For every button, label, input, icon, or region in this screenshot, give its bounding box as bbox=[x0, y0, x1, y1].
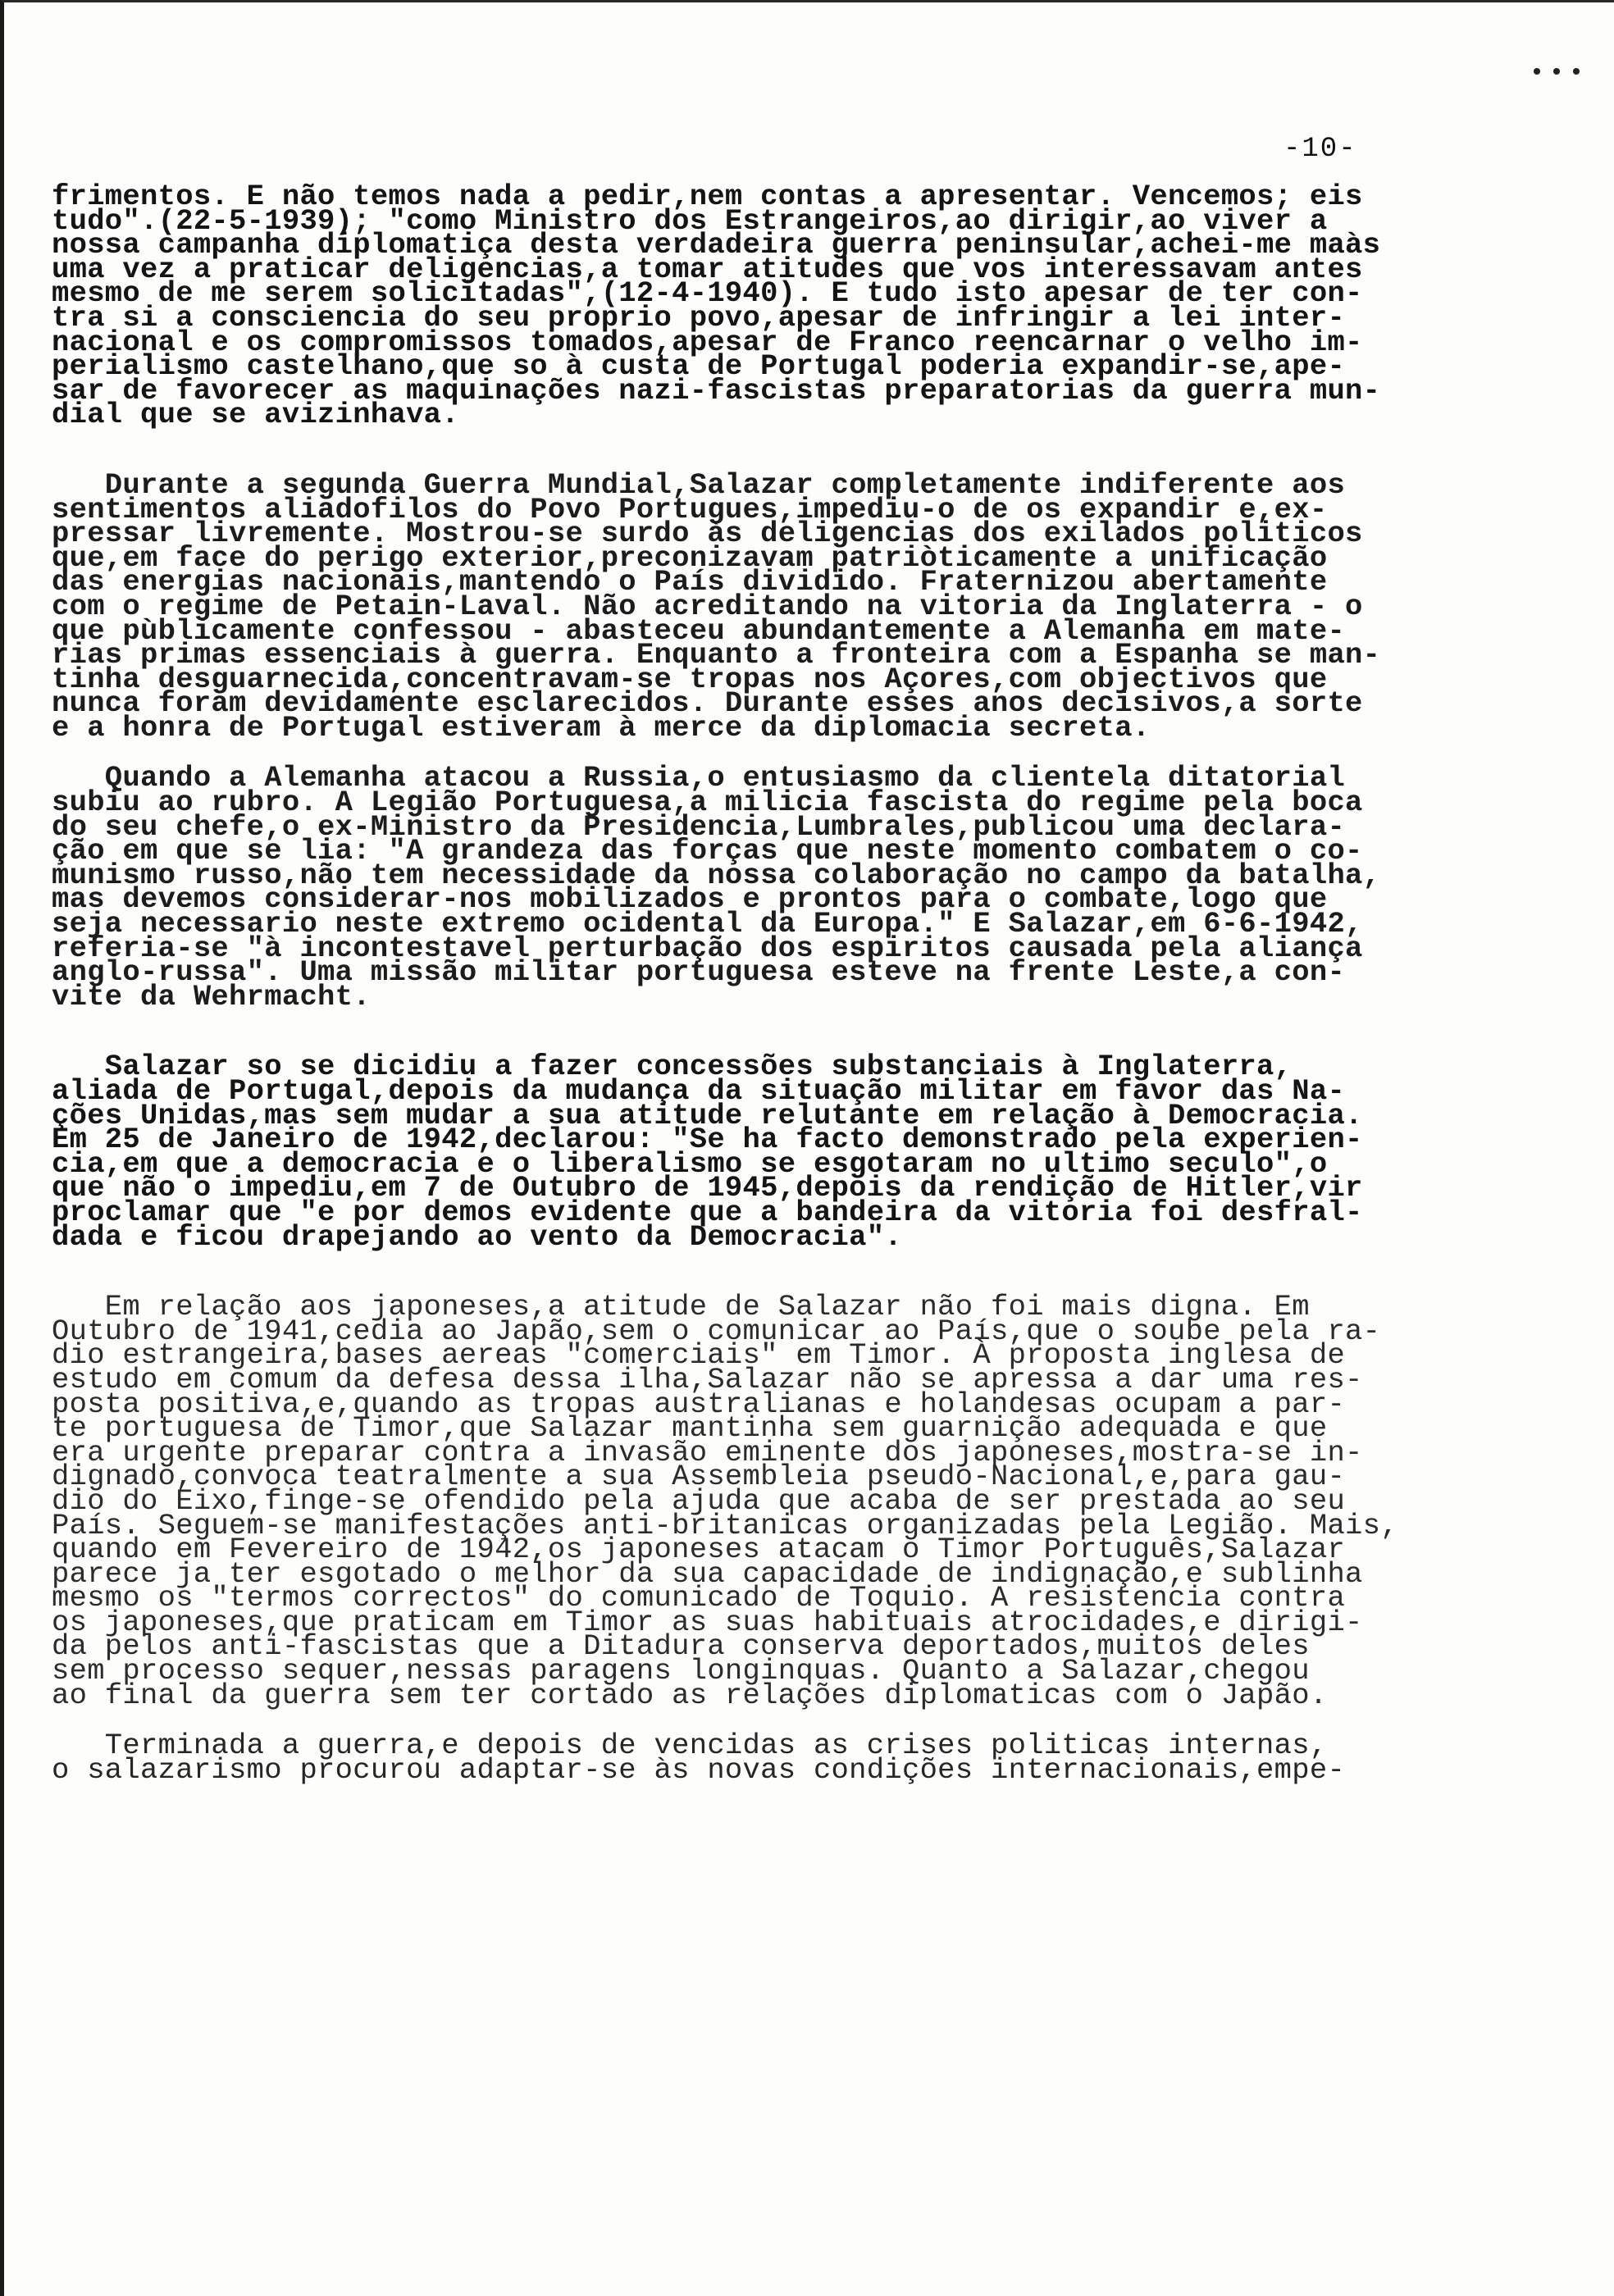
paragraph bbox=[52, 1290, 1602, 1712]
text-line: munismo russo,não tem necessidade da nossa colaboração no campo da batalha, bbox=[52, 858, 1381, 892]
text-line: parece ja ter esgotado o melhor da sua capacidade de indignação,e sublinha bbox=[52, 1556, 1363, 1591]
text-line: tinha desguarnecida,concentravam-se tropas nos Açores,com objectivos que bbox=[52, 662, 1328, 696]
text-line: Outubro de 1941,cedia ao Japão,sem o comunicar ao País,que o soube pela ra- bbox=[52, 1314, 1381, 1348]
text-line: dial que se avizinhava. bbox=[52, 398, 459, 432]
text-line: anglo-russa". Uma missão militar portuguesa esteve na frente Leste,a con- bbox=[52, 955, 1346, 990]
text-line: sar de favorecer as maquinações nazi-fascistas preparatorias da guerra mun- bbox=[52, 373, 1381, 408]
text-line: Em relação aos japoneses,a atitude de Salazar não foi mais digna. Em bbox=[52, 1290, 1310, 1324]
text-line: Quando a Alemanha atacou a Russia,o entusiasmo da clientela ditatorial bbox=[52, 761, 1346, 795]
text-line: da pelos anti-fascistas que a Ditadura conserva deportados,muitos deles bbox=[52, 1629, 1310, 1664]
text-line: mesmo os "termos correctos" do comunicado de Toquio. A resistencia contra bbox=[52, 1581, 1346, 1615]
text-line: quando em Fevereiro de 1942,os japoneses atacam o Timor Português,Salazar bbox=[52, 1533, 1346, 1567]
text-line: nacional e os compromissos tomados,apesar de Franco reencarnar o velho im- bbox=[52, 325, 1363, 359]
text-line: Terminada a guerra,e depois de vencidas as crises politicas internas, bbox=[52, 1729, 1328, 1763]
text-line: do seu chefe,o ex-Ministro da Presidencia,Lumbrales,publicou uma declara- bbox=[52, 809, 1346, 844]
text-line: dio do Eixo,finge-se ofendido pela ajuda que acaba de ser prestada ao seu bbox=[52, 1483, 1346, 1518]
text-line: ção em que se lia: "A grandeza das forças que neste momento combatem o co- bbox=[52, 834, 1363, 868]
text-line: dada e ficou drapejando ao vento da Democracia". bbox=[52, 1219, 902, 1254]
ink-specks: ••• bbox=[1530, 60, 1589, 88]
text-line: subiu ao rubro. A Legião Portuguesa,a milicia fascista do regime pela boca bbox=[52, 786, 1363, 820]
text-line: os japoneses,que praticam em Timor as suas habituais atrocidades,e dirigi- bbox=[52, 1605, 1363, 1639]
text-line: que pùblicamente confessou - abasteceu abundantemente a Alemanha em mate- bbox=[52, 613, 1346, 648]
text-line: perialismo castelhano,que so à custa de Portugal poderia expandir-se,ape- bbox=[52, 349, 1346, 384]
paragraph bbox=[52, 180, 1602, 432]
text-line: com o regime de Petain-Laval. Não acreditando na vitoria da Inglaterra - o bbox=[52, 589, 1363, 623]
text-line: Em 25 de Janeiro de 1942,declarou: "Se ha facto demonstrado pela experien- bbox=[52, 1123, 1363, 1157]
text-line: mas devemos considerar-nos mobilizados e prontos para o combate,logo que bbox=[52, 882, 1328, 917]
text-line: Durante a segunda Guerra Mundial,Salazar completamente indiferente aos bbox=[52, 467, 1346, 502]
text-line: dignado,convoca teatralmente a sua Assembleia pseudo-Nacional,e,para gau- bbox=[52, 1460, 1346, 1494]
text-line: referia-se "à incontestavel perturbação dos espiritos causada pela aliança bbox=[52, 931, 1363, 965]
paragraph bbox=[52, 761, 1602, 1014]
text-line: uma vez a praticar deligencias,a tomar atitudes que vos interessavam antes bbox=[52, 252, 1363, 286]
text-line: Salazar so se dicidiu a fazer concessões substanciais à Inglaterra, bbox=[52, 1050, 1293, 1084]
text-line: o salazarismo procurou adaptar-se às novas condições internacionais,empe- bbox=[52, 1752, 1346, 1787]
page-number: -10- bbox=[1283, 134, 1357, 165]
text-line: dio estrangeira,bases aereas "comerciais" em Timor. À proposta inglesa de bbox=[52, 1338, 1346, 1373]
text-line: pressar livremente. Mostrou-se surdo às deligencias dos exilados politicos bbox=[52, 517, 1363, 551]
body-text bbox=[52, 180, 1602, 1787]
text-line: mesmo de me serem solicitadas",(12-4-1940). E tudo isto apesar de ter con- bbox=[52, 276, 1363, 311]
text-line: rias primas essenciais à guerra. Enquanto a fronteira com a Espanha se man- bbox=[52, 638, 1381, 672]
text-line: estudo em comum da defesa dessa ilha,Salazar não se apressa a dar uma res- bbox=[52, 1362, 1363, 1396]
paragraph bbox=[52, 1050, 1602, 1254]
text-line: posta positiva,e,quando as tropas australianas e holandesas ocupam a par- bbox=[52, 1387, 1346, 1421]
text-line: tra si a consciencia do seu proprio povo,apesar de infringir a lei inter- bbox=[52, 300, 1346, 335]
text-line: sem processo sequer,nessas paragens longinquas. Quanto a Salazar,chegou bbox=[52, 1654, 1310, 1688]
text-line: era urgente preparar contra a invasão eminente dos japoneses,mostra-se in- bbox=[52, 1435, 1363, 1469]
text-line: e a honra de Portugal estiveram à merce da diplomacia secreta. bbox=[52, 710, 1151, 745]
text-line: País. Seguem-se manifestações anti-britanicas organizadas pela Legião. Mais, bbox=[52, 1508, 1398, 1542]
text-line: sentimentos aliadofilos do Povo Portugues,impediu-o de os expandir e,ex- bbox=[52, 492, 1328, 526]
text-line: que não o impediu,em 7 de Outubro de 1945,depois da rendição de Hitler,vir bbox=[52, 1171, 1363, 1205]
paragraph bbox=[52, 1729, 1602, 1787]
text-line: nunca foram devidamente esclarecidos. Durante esses anos decisivos,a sorte bbox=[52, 686, 1363, 721]
text-line: frimentos. E não temos nada a pedir,nem contas a apresentar. Vencemos; eis bbox=[52, 180, 1363, 213]
text-line: ções Unidas,mas sem mudar a sua atitude relutante em relação à Democracia. bbox=[52, 1098, 1363, 1132]
text-line: nossa campanha diplomatiça desta verdadeira guerra peninsular,achei-me maàs bbox=[52, 228, 1381, 262]
text-line: aliada de Portugal,depois da mudança da situação militar em favor das Na- bbox=[52, 1074, 1346, 1108]
text-line: vite da Wehrmacht. bbox=[52, 979, 371, 1014]
text-line: te portuguesa de Timor,que Salazar mantinha sem guarnição adequada e que bbox=[52, 1411, 1328, 1446]
paragraph bbox=[52, 467, 1602, 745]
text-line: que,em face do perigo exterior,preconizavam patriòticamente a unificação bbox=[52, 540, 1328, 575]
text-line: ao final da guerra sem ter cortado as relações diplomaticas com o Japão. bbox=[52, 1678, 1328, 1712]
text-line: das energias nacionais,mantendo o País dividido. Fraternizou abertamente bbox=[52, 565, 1328, 599]
text-line: cia,em que a democracia e o liberalismo se esgotaram no ultimo seculo",o bbox=[52, 1146, 1328, 1181]
text-line: seja necessario neste extremo ocidental da Europa." E Salazar,em 6-6-1942, bbox=[52, 907, 1363, 941]
text-line: tudo".(22-5-1939); "como Ministro dos Estrangeiros,ao dirigir,ao viver a bbox=[52, 203, 1328, 238]
text-line: proclamar que "e por demos evidente que a bandeira da vitoria foi desfral- bbox=[52, 1195, 1363, 1229]
